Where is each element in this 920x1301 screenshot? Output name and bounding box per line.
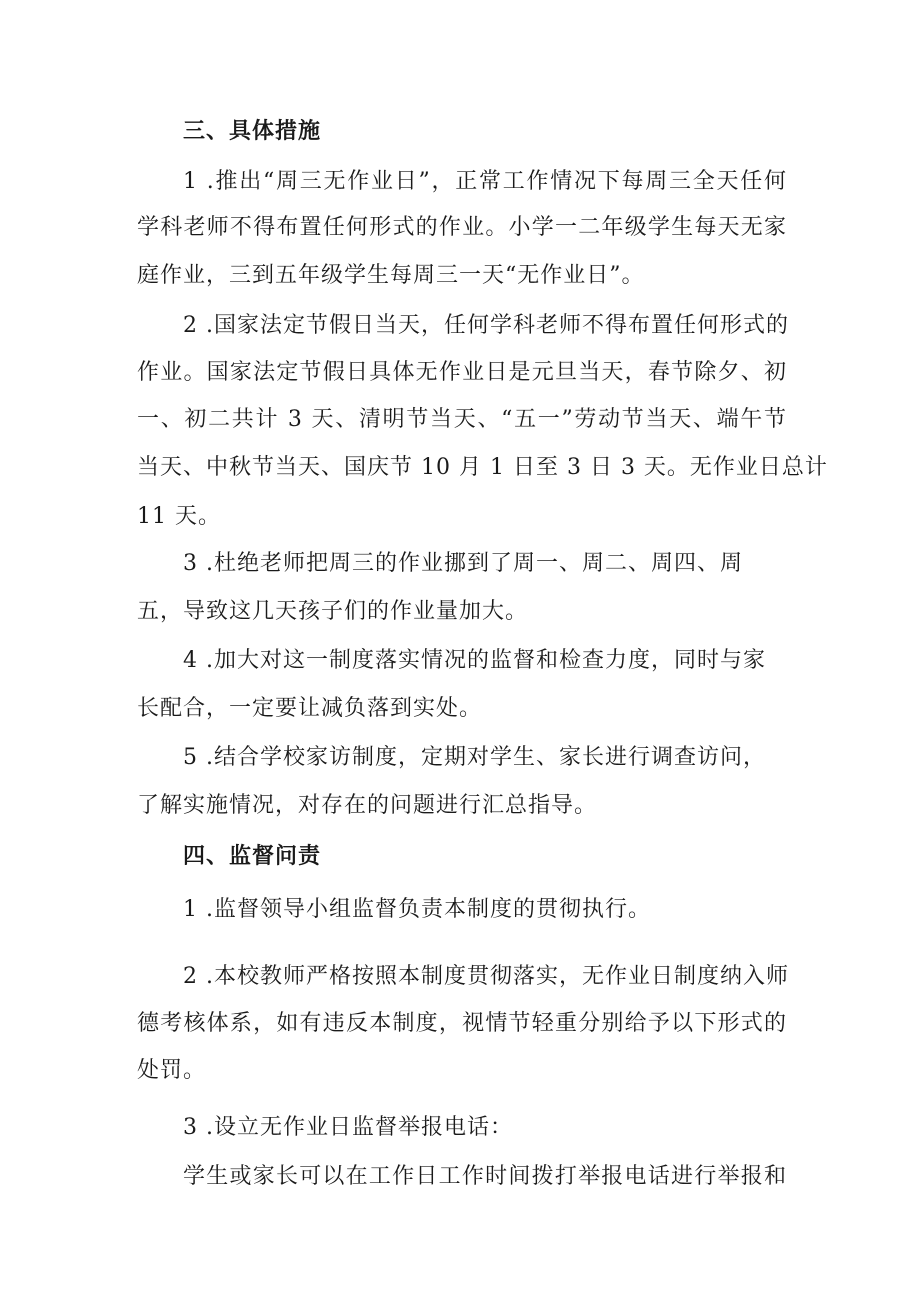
paragraph-line: 4 .加大对这一制度落实情况的监督和检查力度，同时与家 [183,648,766,673]
paragraph-line: 作业。国家法定节假日具体无作业日是元旦当天，春节除夕、初 [137,360,787,385]
paragraph-line: 学科老师不得布置任何形式的作业。小学一二年级学生每天无家 [137,215,787,240]
paragraph-line: 2 .国家法定节假日当天，任何学科老师不得布置任何形式的 [183,313,789,338]
paragraph-line: 1 .推出“周三无作业日”，正常工作情况下每周三全天任何 [183,169,787,194]
paragraph-line: 庭作业，三到五年级学生每周三一天“无作业日”。 [137,263,645,288]
paragraph-line: 长配合，一定要让减负落到实处。 [137,696,483,721]
section-heading-supervision-accountability: 四、监督问责 [183,843,322,869]
paragraph-line: 5 .结合学校家访制度，定期对学生、家长进行调查访问， [183,745,766,770]
paragraph-line: 2 .本校教师严格按照本制度贯彻落实，无作业日制度纳入师 [183,964,789,989]
paragraph-line: 德考核体系，如有违反本制度，视情节轻重分别给予以下形式的 [137,1011,787,1036]
paragraph-line: 一、初二共计 3 天、清明节当天、“五一”劳动节当天、端午节 [137,407,787,432]
paragraph-line: 五，导致这几天孩子们的作业量加大。 [137,599,529,624]
paragraph-line: 处罚。 [137,1058,207,1083]
paragraph-line: 11 天。 [137,504,221,529]
paragraph-line: 了解实施情况，对存在的问题进行汇总指导。 [137,793,598,818]
paragraph-line: 1 .监督领导小组监督负责本制度的贯彻执行。 [183,897,651,922]
paragraph-line: 3 .设立无作业日监督举报电话： [183,1115,513,1140]
section-heading-specific-measures: 三、具体措施 [183,118,322,144]
paragraph-line: 学生或家长可以在工作日工作时间拨打举报电话进行举报和 [183,1164,787,1189]
paragraph-line: 3 .杜绝老师把周三的作业挪到了周一、周二、周四、周 [183,551,743,576]
paragraph-line: 当天、中秋节当天、国庆节 10 月 1 日至 3 日 3 天。无作业日总计 [137,455,828,480]
